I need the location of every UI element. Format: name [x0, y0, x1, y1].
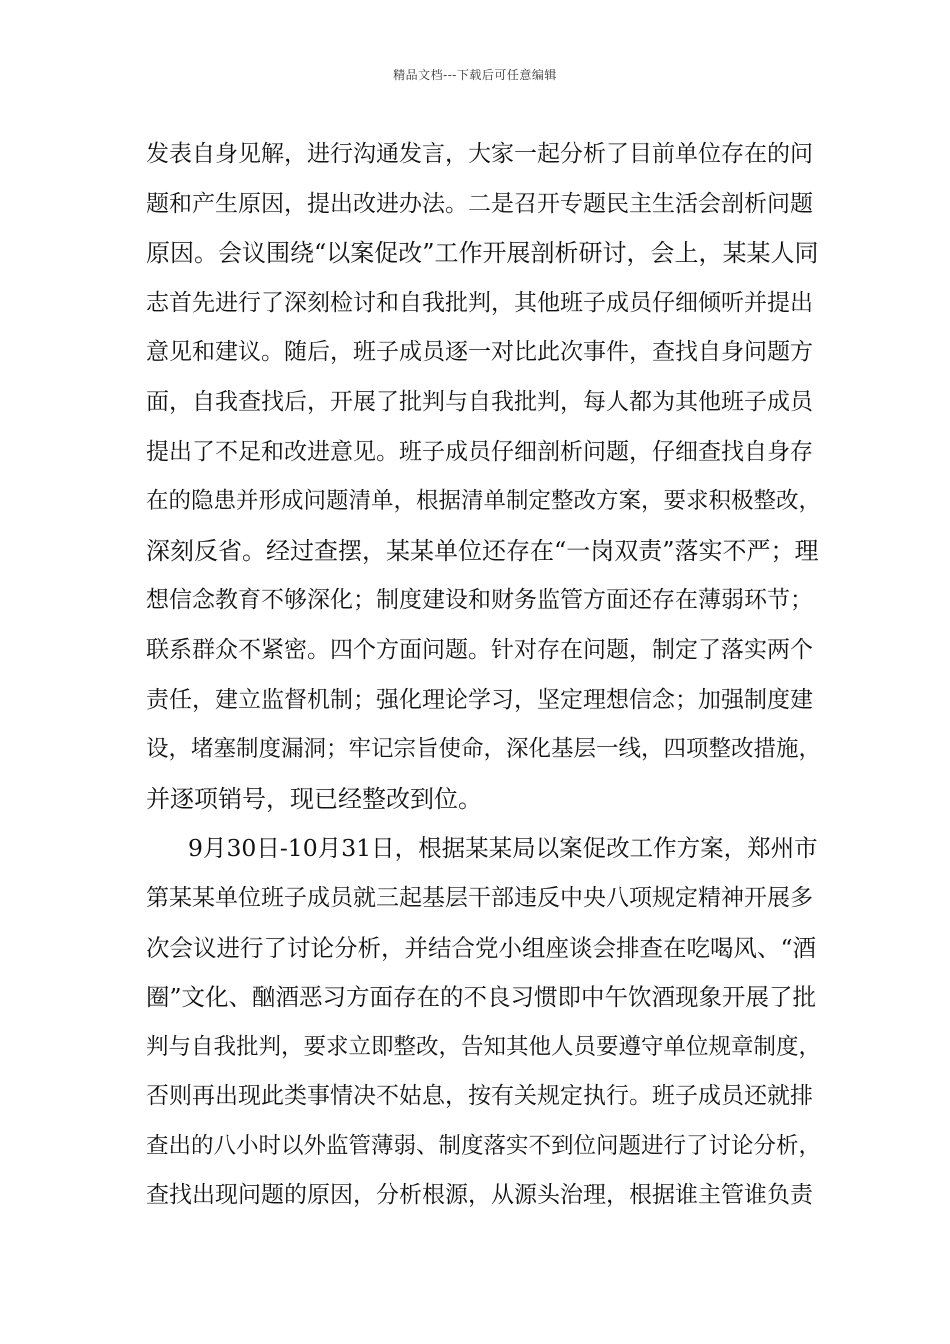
text-line: 意见和建议。随后，班子成员逐一对比此次事件，查找自身问题方	[146, 339, 813, 366]
text-line: 题和产生原因，提出改进办法。二是召开专题民主生活会剖析问题	[146, 190, 813, 217]
text-line: 设，堵塞制度漏洞；牢记宗旨使命，深化基层一线，四项整改措施，	[146, 736, 822, 763]
text-line: 第某某单位班子成员就三起基层干部违反中央八项规定精神开展多	[146, 884, 813, 911]
text-line: 查出的八小时以外监管薄弱、制度落实不到位问题进行了讨论分析，	[146, 1132, 822, 1159]
text-line: 想信念教育不够深化；制度建设和财务监管方面还存在薄弱环节；	[146, 587, 813, 614]
text-line: 否则再出现此类事情决不姑息，按有关规定执行。班子成员还就排	[146, 1083, 813, 1110]
text-line: 面，自我查找后，开展了批判与自我批判，每人都为其他班子成员	[146, 388, 813, 415]
text-line: 次会议进行了讨论分析，并结合党小组座谈会排查在吃喝风、“酒	[146, 933, 817, 962]
body-text	[146, 130, 826, 1221]
text-line: 判与自我批判，要求立即整改，告知其他人员要遵守单位规章制度，	[146, 1033, 822, 1060]
page-header: 精品文档---下载后可任意编辑	[393, 68, 557, 82]
text-line: 志首先进行了深刻检讨和自我批判，其他班子成员仔细倾听并提出	[146, 289, 813, 316]
text-line: 原因。会议围绕“以案促改”工作开展剖析研讨，会上，某某人同	[146, 239, 819, 268]
text-line: 提出了不足和改进意见。班子成员仔细剖析问题，仔细查找自身存	[146, 438, 813, 465]
text-line: 深刻反省。经过查摆，某某单位还存在“一岗双责”落实不严；理	[146, 536, 819, 565]
text-line: 责任，建立监督机制；强化理论学习，坚定理想信念；加强制度建	[146, 686, 813, 713]
text-line: 在的隐患并形成问题清单，根据清单制定整改方案，要求积极整改，	[146, 488, 822, 515]
paragraph-start-line: 9月30日-10月31日，根据某某局以案促改工作方案，郑州市	[188, 834, 818, 863]
text-line: 发表自身见解，进行沟通发言，大家一起分析了目前单位存在的问	[146, 141, 813, 167]
text-line: 查找出现问题的原因，分析根源，从源头治理，根据谁主管谁负责	[146, 1182, 813, 1209]
text-line: 并逐项销号，现已经整改到位。	[146, 784, 482, 813]
text-line: 联系群众不紧密。四个方面问题。针对存在问题，制定了落实两个	[146, 636, 813, 663]
text-line: 圈”文化、酗酒恶习方面存在的不良习惯即中午饮酒现象开展了批	[146, 983, 817, 1012]
